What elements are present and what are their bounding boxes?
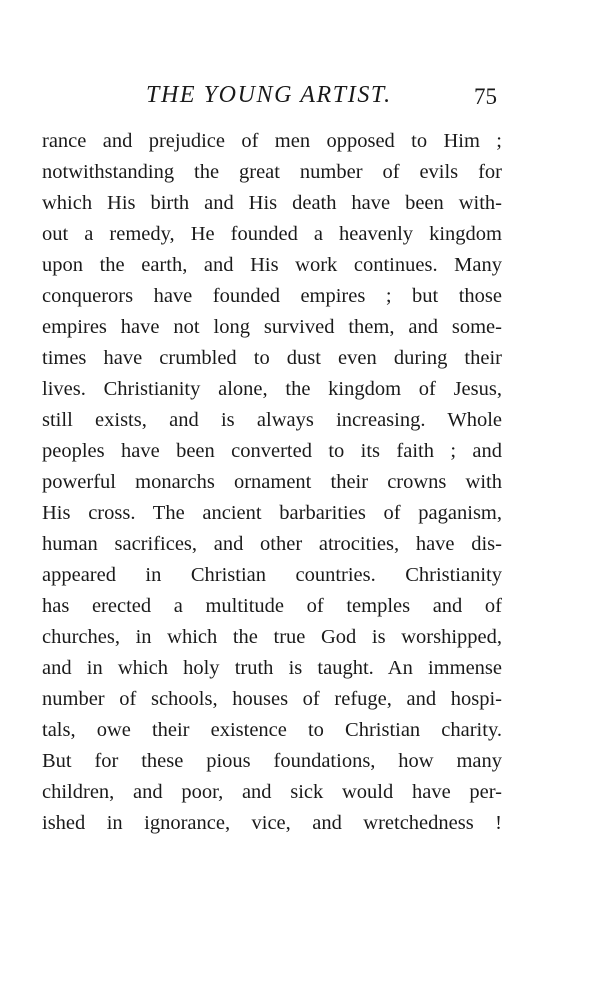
text-line: still exists, and is always increasing. Whole: [42, 409, 502, 431]
text-line: churches, in which the true God is worshipped,: [42, 626, 502, 648]
text-line: human sacrifices, and other atrocities, have dis-: [42, 533, 502, 555]
text-line: appeared in Christian countries. Christianity: [42, 564, 502, 586]
text-line: rance and prejudice of men opposed to Him ;: [42, 130, 502, 152]
text-line: out a remedy, He founded a heavenly kingdom: [42, 223, 502, 245]
text-line: times have crumbled to dust even during their: [42, 347, 502, 369]
text-line: ished in ignorance, vice, and wretchedness !: [42, 812, 502, 834]
text-line: which His birth and His death have been with-: [42, 192, 502, 214]
running-head: [0, 78, 592, 118]
text-line: His cross. The ancient barbarities of paganism,: [42, 502, 502, 524]
text-line: tals, owe their existence to Christian charity.: [42, 719, 502, 741]
text-line: lives. Christianity alone, the kingdom of Jesus,: [42, 378, 502, 400]
text-line: notwithstanding the great number of evils for: [42, 161, 502, 183]
text-line: children, and poor, and sick would have per-: [42, 781, 502, 803]
text-line: and in which holy truth is taught. An immense: [42, 657, 502, 679]
text-line: upon the earth, and His work continues. Many: [42, 254, 502, 276]
text-line: has erected a multitude of temples and of: [42, 595, 502, 617]
text-line: empires have not long survived them, and some-: [42, 316, 502, 338]
body-text: [42, 126, 502, 839]
text-line: number of schools, houses of refuge, and hospi-: [42, 688, 502, 710]
text-line: But for these pious foundations, how many: [42, 750, 502, 772]
running-title: THE YOUNG ARTIST.: [146, 82, 392, 108]
text-line: peoples have been converted to its faith ; and: [42, 440, 502, 462]
text-line: powerful monarchs ornament their crowns with: [42, 471, 502, 493]
page-number: 75: [474, 84, 497, 109]
text-line: conquerors have founded empires ; but those: [42, 285, 502, 307]
